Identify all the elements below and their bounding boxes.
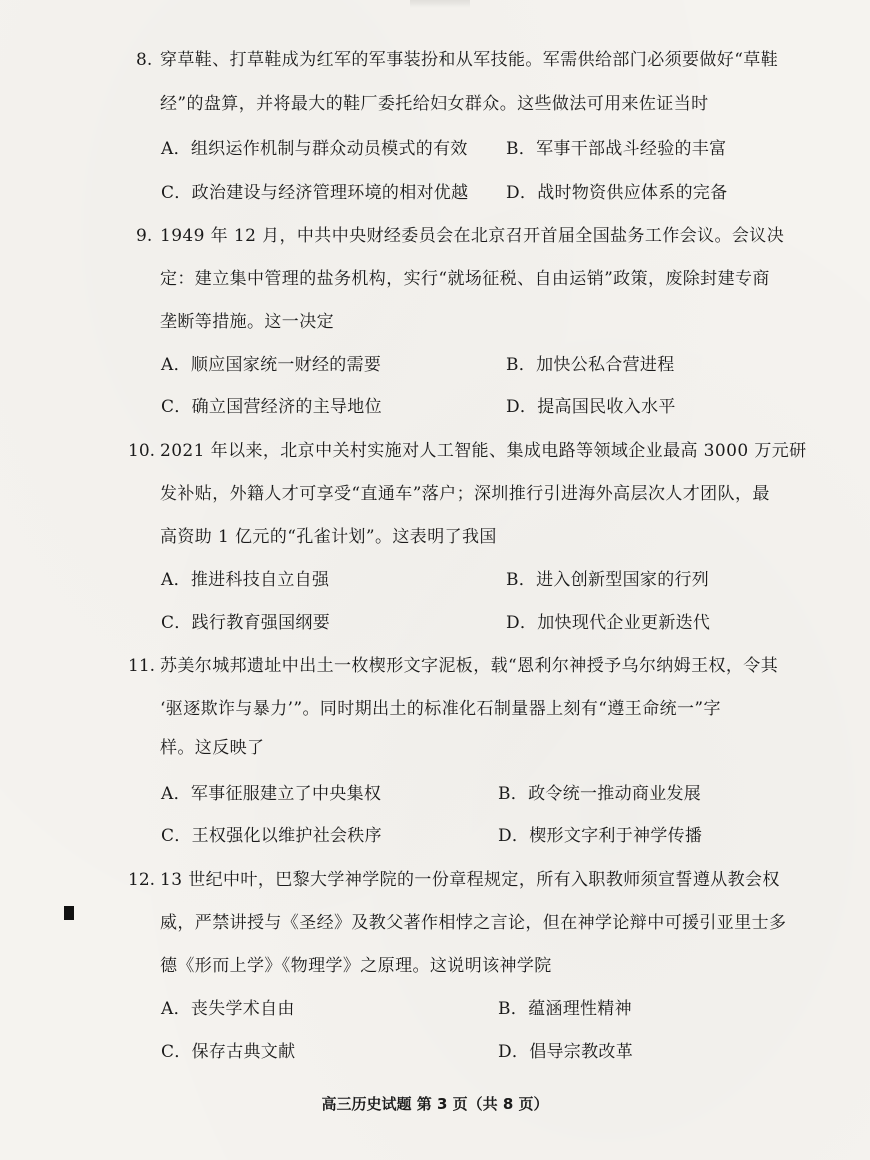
question-stem-line: 发补贴，外籍人才可享受“直通车”落户；深圳推行引进海外高层次人才团队，最	[160, 484, 770, 504]
question-stem-line: 德《形而上学》《物理学》之原理。这说明该神学院	[160, 956, 552, 976]
option-c: C．王权强化以维护社会秩序	[161, 826, 382, 846]
question-number: 12.	[128, 870, 156, 890]
page-footer: 高三历史试题 第 3 页（共 8 页）	[321, 1095, 549, 1113]
option-b: B．军事干部战斗经验的丰富	[506, 139, 727, 159]
question-stem-line: 13 世纪中叶，巴黎大学神学院的一份章程规定，所有入职教师须宣誓遵从教会权	[160, 870, 780, 890]
option-b: B．政令统一推动商业发展	[498, 784, 702, 804]
option-b: B．进入创新型国家的行列	[506, 570, 710, 590]
question-stem-line: 高资助 1 亿元的“孔雀计划”。这表明了我国	[160, 527, 497, 547]
question-number: 8.	[136, 50, 153, 70]
option-c: C．政治建设与经济管理环境的相对优越	[161, 183, 469, 203]
margin-mark	[64, 906, 74, 920]
question-number: 9.	[136, 226, 153, 246]
option-a: A．顺应国家统一财经的需要	[161, 355, 382, 375]
question-stem-line: 威，严禁讲授与《圣经》及教父著作相悖之言论，但在神学论辩中可援引亚里士多	[160, 913, 787, 933]
option-b: B．加快公私合营进程	[506, 355, 675, 375]
option-d: D．楔形文字利于神学传播	[498, 826, 703, 846]
option-d: D．战时物资供应体系的完备	[506, 183, 728, 203]
option-a: A．军事征服建立了中央集权	[161, 784, 382, 804]
option-d: D．倡导宗教改革	[498, 1042, 634, 1062]
question-number: 10.	[128, 441, 156, 461]
question-number: 11.	[128, 656, 156, 676]
question-stem-line: 穿草鞋、打草鞋成为红军的军事装扮和从军技能。军需供给部门必须要做好“草鞋	[160, 50, 779, 70]
question-stem-line: 苏美尔城邦遗址中出土一枚楔形文字泥板，载“恩利尔神授予乌尔纳姆王权，令其	[160, 656, 779, 676]
option-d: D．加快现代企业更新迭代	[506, 613, 711, 633]
question-stem-line: 垄断等措施。这一决定	[160, 312, 334, 332]
question-stem-line: 2021 年以来，北京中关村实施对人工智能、集成电路等领域企业最高 3000 万元研	[160, 441, 807, 461]
question-stem-line: 经”的盘算，并将最大的鞋厂委托给妇女群众。这些做法可用来佐证当时	[160, 94, 709, 114]
question-stem-line: 定：建立集中管理的盐务机构，实行“就场征税、自由运销”政策，废除封建专商	[160, 269, 770, 289]
option-d: D．提高国民收入水平	[506, 397, 676, 417]
option-c: C．确立国营经济的主导地位	[161, 397, 382, 417]
option-b: B．蕴涵理性精神	[498, 999, 632, 1019]
option-a: A．组织运作机制与群众动员模式的有效	[161, 139, 468, 159]
question-stem-line: ‘驱逐欺诈与暴力’”。同时期出土的标准化石制量器上刻有“遵王命统一”字	[160, 699, 721, 719]
question-stem-line: 1949 年 12 月，中共中央财经委员会在北京召开首届全国盐务工作会议。会议决	[160, 226, 785, 246]
option-a: A．推进科技自立自强	[161, 570, 330, 590]
option-a: A．丧失学术自由	[161, 999, 295, 1019]
scan-artifact	[410, 0, 470, 8]
option-c: C．践行教育强国纲要	[161, 613, 331, 633]
option-c: C．保存古典文献	[161, 1042, 296, 1062]
question-stem-line: 样。这反映了	[160, 738, 265, 758]
